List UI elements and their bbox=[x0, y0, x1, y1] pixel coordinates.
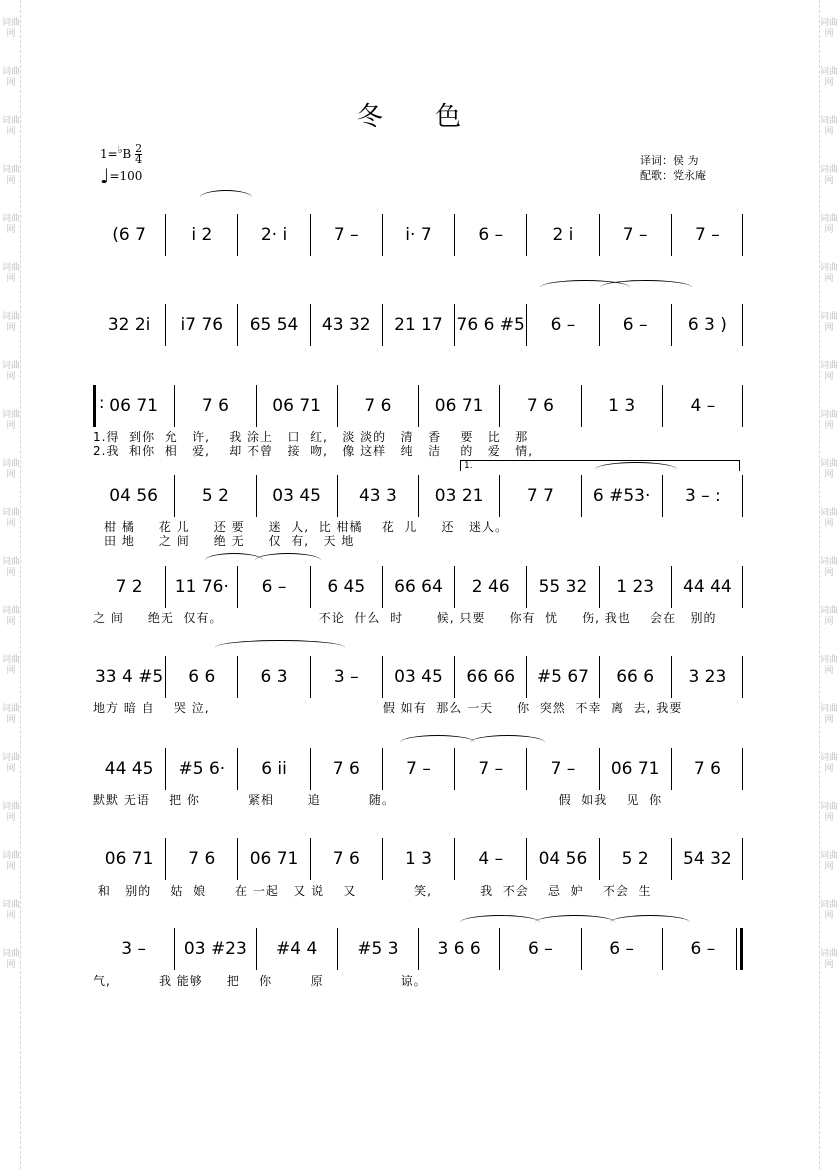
measure: 7 6 bbox=[310, 838, 382, 880]
measure: 21 17 bbox=[382, 304, 454, 346]
watermark-text: 词曲网 bbox=[2, 704, 21, 725]
watermark-text: 词曲网 bbox=[820, 67, 838, 88]
watermark-text: 词曲网 bbox=[820, 900, 838, 921]
measure: 04 56 bbox=[109, 486, 158, 506]
measure: 76 6 #5 bbox=[454, 304, 526, 346]
watermark-text: 词曲网 bbox=[820, 949, 838, 970]
barline bbox=[742, 838, 743, 880]
watermark-text: 词曲网 bbox=[2, 459, 21, 480]
measure: 1 23 bbox=[599, 566, 671, 608]
stave-1 bbox=[93, 214, 743, 264]
slur bbox=[200, 190, 252, 205]
measure: 65 54 bbox=[237, 304, 309, 346]
measure: 6 – bbox=[599, 304, 671, 346]
slur bbox=[400, 735, 475, 750]
measure: 3 – bbox=[310, 656, 382, 698]
time-numerator: 2 bbox=[135, 142, 143, 155]
left-watermark-strip bbox=[2, 0, 21, 1169]
slur bbox=[470, 735, 545, 750]
lyric-line-9: 气, 我 能够 把 你 原 谅。 bbox=[93, 974, 427, 988]
measure: 06 71 bbox=[256, 385, 337, 427]
lyric-line-7: 默默 无语 把 你 紧相 追 随。 假 如我 见 你 bbox=[93, 793, 663, 807]
measure: 66 64 bbox=[382, 566, 454, 608]
measure: 6 6 bbox=[165, 656, 237, 698]
measure: 7 2 bbox=[115, 577, 143, 597]
measure: 03 21 bbox=[418, 475, 499, 517]
watermark-text: 词曲网 bbox=[2, 214, 21, 235]
measure: 7 7 bbox=[499, 475, 580, 517]
watermark-text: 词曲网 bbox=[820, 361, 838, 382]
watermark-text: 词曲网 bbox=[2, 949, 21, 970]
watermark-text: 词曲网 bbox=[2, 900, 21, 921]
watermark-text: 词曲网 bbox=[2, 165, 21, 186]
barline bbox=[742, 656, 743, 698]
measure: 1 3 bbox=[581, 385, 662, 427]
measure: #5 3 bbox=[337, 928, 418, 970]
measure: 06 71 bbox=[418, 385, 499, 427]
stave-9 bbox=[93, 928, 743, 978]
measure: 06 71 bbox=[237, 838, 309, 880]
lyric-line-6: 地方 暗 自 哭 泣, 假 如有 那么 一天 你 突然 不幸 离 去, 我要 bbox=[93, 701, 683, 715]
measure: i7 76 bbox=[165, 304, 237, 346]
volta-label: 1. bbox=[464, 461, 473, 471]
measure: 7 6 bbox=[337, 385, 418, 427]
measure: 55 32 bbox=[526, 566, 598, 608]
watermark-text: 词曲网 bbox=[820, 508, 838, 529]
watermark-text: 词曲网 bbox=[2, 67, 21, 88]
tempo-value: =100 bbox=[109, 169, 143, 183]
measure: 3 23 bbox=[671, 656, 743, 698]
watermark-text: 词曲网 bbox=[2, 753, 21, 774]
song-title: 冬 色 bbox=[356, 102, 484, 132]
flat-sign: ♭ bbox=[117, 145, 123, 156]
watermark-text: 词曲网 bbox=[820, 410, 838, 431]
watermark-text: 词曲网 bbox=[820, 18, 838, 39]
measure: 03 45 bbox=[382, 656, 454, 698]
key-signature bbox=[100, 144, 142, 165]
measure: 7 – bbox=[310, 214, 382, 256]
watermark-text: 词曲网 bbox=[2, 655, 21, 676]
measure: 6 ii bbox=[237, 748, 309, 790]
measure: #5 67 bbox=[526, 656, 598, 698]
measure: 7 – bbox=[454, 748, 526, 790]
barline bbox=[742, 748, 743, 790]
slur bbox=[610, 915, 690, 930]
measure: 3 6 6 bbox=[418, 928, 499, 970]
barline bbox=[742, 304, 743, 346]
measure: 6 – bbox=[499, 928, 580, 970]
measure: 04 56 bbox=[526, 838, 598, 880]
measure: i· 7 bbox=[382, 214, 454, 256]
measure: 66 6 bbox=[599, 656, 671, 698]
slur bbox=[600, 280, 692, 295]
watermark-text: 词曲网 bbox=[2, 802, 21, 823]
stave-2 bbox=[93, 304, 743, 354]
watermark-text: 词曲网 bbox=[820, 214, 838, 235]
slur bbox=[460, 915, 540, 930]
measure: 03 #23 bbox=[174, 928, 255, 970]
watermark-text: 词曲网 bbox=[2, 263, 21, 284]
measure: 43 3 bbox=[337, 475, 418, 517]
watermark-text: 词曲网 bbox=[2, 851, 21, 872]
watermark-text: 词曲网 bbox=[2, 410, 21, 431]
measure: 4 – bbox=[454, 838, 526, 880]
watermark-text: 词曲网 bbox=[820, 655, 838, 676]
watermark-text: 词曲网 bbox=[820, 704, 838, 725]
measure: 66 66 bbox=[454, 656, 526, 698]
watermark-text: 词曲网 bbox=[820, 263, 838, 284]
right-watermark-strip bbox=[819, 0, 838, 1169]
lyric-line-1: 1.得 到你 允 许, 我 涂上 口 红, 淡 淡的 清 香 要 比 那 bbox=[93, 430, 529, 444]
key-prefix: 1= bbox=[100, 147, 118, 161]
slur bbox=[535, 915, 615, 930]
measure: 6 3 bbox=[237, 656, 309, 698]
measure: 3 – : bbox=[662, 475, 743, 517]
lyric-line-8: 和 别的 姑 娘 在 一起 又 说 又 笑, 我 不会 忌 妒 不会 生 bbox=[93, 884, 652, 898]
watermark-text: 词曲网 bbox=[2, 557, 21, 578]
measure: 7 – bbox=[599, 214, 671, 256]
barline bbox=[742, 214, 743, 256]
arranger-credit: 配歌：党永庵 bbox=[640, 169, 706, 182]
measure: #5 6· bbox=[165, 748, 237, 790]
measure: 06 71 bbox=[109, 396, 158, 416]
measure: i 2 bbox=[165, 214, 237, 256]
measure: 5 2 bbox=[599, 838, 671, 880]
measure: 2· i bbox=[237, 214, 309, 256]
lyric-line-4: 田 地 之 间 绝 无 仅 有, 天 地 bbox=[104, 534, 355, 548]
measure: 43 32 bbox=[310, 304, 382, 346]
tempo-marking bbox=[100, 164, 142, 188]
measure: 54 32 bbox=[671, 838, 743, 880]
final-barline bbox=[740, 928, 743, 970]
measure: 6 – bbox=[581, 928, 662, 970]
measure: 3 – bbox=[121, 939, 146, 959]
lyricist-credit: 译词：侯 为 bbox=[640, 154, 699, 167]
measure: 44 44 bbox=[671, 566, 743, 608]
watermark-text: 词曲网 bbox=[2, 508, 21, 529]
lyric-line-5: 之 间 绝无 仅有。 不论 什么 时 候, 只要 你有 忧 伤, 我也 会在 别的 bbox=[93, 611, 717, 625]
credits bbox=[640, 153, 706, 183]
measure: 6 – bbox=[662, 928, 743, 970]
barline bbox=[742, 475, 743, 517]
measure: 7 6 bbox=[174, 385, 255, 427]
measure: 6 45 bbox=[310, 566, 382, 608]
measure: 32 2i bbox=[107, 315, 151, 335]
measure: 33 4 #5 bbox=[94, 667, 164, 687]
measure: 06 71 bbox=[599, 748, 671, 790]
measure: 7 6 bbox=[499, 385, 580, 427]
watermark-text: 词曲网 bbox=[820, 557, 838, 578]
measure: 1 3 bbox=[382, 838, 454, 880]
measure: 6 – bbox=[237, 566, 309, 608]
measure: #4 4 bbox=[256, 928, 337, 970]
measure: 6 – bbox=[526, 304, 598, 346]
lyric-line-2: 2.我 和你 相 爱, 却 不曾 接 吻, 像 这样 纯 洁 的 爱 情, bbox=[93, 444, 534, 458]
watermark-text: 词曲网 bbox=[820, 459, 838, 480]
watermark-text: 词曲网 bbox=[2, 116, 21, 137]
watermark-text: 词曲网 bbox=[820, 753, 838, 774]
watermark-text: 词曲网 bbox=[820, 851, 838, 872]
measure: 7 – bbox=[526, 748, 598, 790]
measure: 6 – bbox=[454, 214, 526, 256]
key-note: B bbox=[122, 147, 132, 161]
lyric-line-3: 柑 橘 花 儿 还 要 迷 人, 比 柑橘 花 儿 还 迷人。 bbox=[104, 520, 508, 534]
measure: 7 – bbox=[671, 214, 743, 256]
watermark-text: 词曲网 bbox=[2, 361, 21, 382]
measure: 2 46 bbox=[454, 566, 526, 608]
measure: 6 #53· bbox=[581, 475, 662, 517]
measure: 7 6 bbox=[165, 838, 237, 880]
measure: (6 7 bbox=[112, 225, 146, 245]
watermark-text: 词曲网 bbox=[820, 165, 838, 186]
watermark-text: 词曲网 bbox=[2, 18, 21, 39]
measure: 44 45 bbox=[104, 759, 154, 779]
measure: 4 – bbox=[662, 385, 743, 427]
slur bbox=[255, 553, 321, 568]
measure: 7 6 bbox=[310, 748, 382, 790]
slur bbox=[595, 462, 677, 477]
watermark-text: 词曲网 bbox=[820, 802, 838, 823]
time-denominator: 4 bbox=[135, 153, 143, 166]
watermark-text: 词曲网 bbox=[2, 606, 21, 627]
measure: 7 6 bbox=[671, 748, 743, 790]
measure: 06 71 bbox=[104, 849, 154, 869]
measure: 2 i bbox=[526, 214, 598, 256]
measure: 11 76· bbox=[165, 566, 237, 608]
measure: 7 – bbox=[382, 748, 454, 790]
measure: 5 2 bbox=[174, 475, 255, 517]
watermark-text: 词曲网 bbox=[820, 312, 838, 333]
watermark-text: 词曲网 bbox=[820, 116, 838, 137]
measure: 6 3 ) bbox=[671, 304, 743, 346]
slur bbox=[215, 640, 345, 655]
barline bbox=[742, 385, 743, 427]
stave-8 bbox=[93, 838, 743, 888]
watermark-text: 词曲网 bbox=[2, 312, 21, 333]
time-signature bbox=[135, 144, 142, 165]
watermark-text: 词曲网 bbox=[820, 606, 838, 627]
quarter-note-icon: ♩ bbox=[100, 164, 110, 188]
barline bbox=[742, 566, 743, 608]
measure: 03 45 bbox=[256, 475, 337, 517]
